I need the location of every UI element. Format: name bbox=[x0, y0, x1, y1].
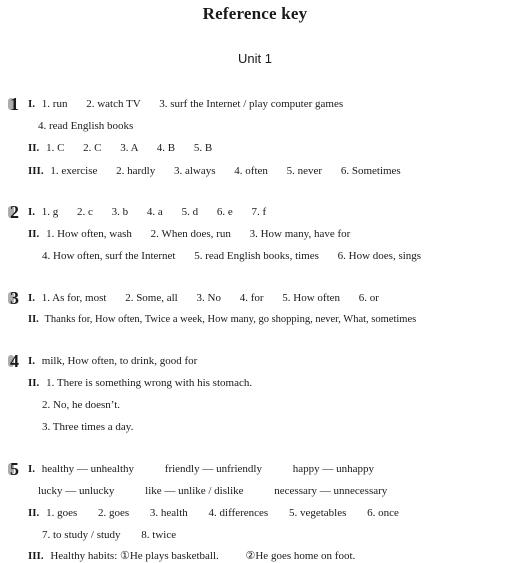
s5-line-1 bbox=[28, 462, 374, 476]
answer-item: 4. How often, surf the Internet bbox=[42, 250, 176, 262]
answer-item: 2. goes bbox=[97, 507, 130, 519]
answer-item: 2. No, he doesn’t. bbox=[42, 399, 121, 411]
answer-item: 1. C bbox=[46, 142, 65, 154]
answer-item: 2. hardly bbox=[116, 165, 156, 177]
s4-line-2 bbox=[28, 376, 252, 390]
answer-item: 1. goes bbox=[46, 507, 78, 519]
answer-item: 5. d bbox=[181, 206, 199, 218]
answer-item: 3. Three times a day. bbox=[42, 421, 134, 433]
answer-item: 2. C bbox=[83, 142, 102, 154]
section-number-2: 2 bbox=[10, 202, 19, 222]
line-label: I. bbox=[28, 463, 36, 475]
answer-item: 2. watch TV bbox=[86, 98, 141, 110]
s5-line-4 bbox=[42, 528, 176, 542]
answer-item: 2. When does, run bbox=[150, 228, 231, 240]
answer-item: 3. always bbox=[173, 165, 216, 177]
answer-item: Healthy habits: ①He plays basketball. bbox=[50, 550, 219, 562]
answer-item: 2. c bbox=[77, 206, 93, 218]
answer-item: 7. to study / study bbox=[42, 529, 121, 541]
s1-line-3 bbox=[28, 141, 212, 155]
line-label: I. bbox=[28, 98, 36, 110]
answer-item: milk, How often, to drink, good for bbox=[41, 355, 198, 367]
answer-item: 1. As for, most bbox=[41, 292, 107, 304]
s1-line-4 bbox=[28, 164, 401, 178]
answer-item: 4. differences bbox=[208, 507, 269, 519]
answer-item: 5. vegetables bbox=[288, 507, 347, 519]
line-label: III. bbox=[28, 165, 44, 177]
answer-item: 1. How often, wash bbox=[46, 228, 132, 240]
answer-item: happy — unhappy bbox=[292, 463, 374, 475]
answer-item: 2. Some, all bbox=[125, 292, 178, 304]
answer-item: 4. a bbox=[146, 206, 163, 218]
answer-item: like — unlike / dislike bbox=[145, 485, 244, 497]
answer-item: 3. No bbox=[196, 292, 221, 304]
s4-line-4 bbox=[42, 420, 133, 434]
answer-item: 3. surf the Internet / play computer games bbox=[159, 98, 344, 110]
answer-item: 6. once bbox=[367, 507, 399, 519]
answer-item: 3. b bbox=[111, 206, 129, 218]
section-number-1: 1 bbox=[10, 94, 19, 114]
s3-line-2 bbox=[28, 313, 416, 327]
s5-line-2 bbox=[38, 484, 387, 498]
answer-item: 1. run bbox=[41, 98, 68, 110]
line-label: II. bbox=[28, 507, 40, 519]
section-number-5: 5 bbox=[10, 459, 19, 479]
s3-line-1 bbox=[28, 291, 379, 305]
answer-item: 3. How many, have for bbox=[249, 228, 351, 240]
unit-heading: Unit 1 bbox=[238, 51, 272, 66]
line-label: I. bbox=[28, 206, 36, 218]
answer-item: lucky — unlucky bbox=[38, 485, 115, 497]
s1-line-2 bbox=[38, 119, 133, 133]
answer-item: 6. How does, sings bbox=[337, 250, 422, 262]
s4-line-1 bbox=[28, 354, 197, 368]
line-label: III. bbox=[28, 550, 44, 562]
answer-item: 3. A bbox=[120, 142, 138, 154]
s4-line-3 bbox=[42, 398, 120, 412]
answer-item: 6. or bbox=[358, 292, 379, 304]
line-label: I. bbox=[28, 355, 36, 367]
line-label: II. bbox=[28, 142, 40, 154]
s1-line-1 bbox=[28, 97, 343, 111]
answer-item: necessary — unnecessary bbox=[274, 485, 388, 497]
answer-item: 5. never bbox=[286, 165, 323, 177]
answer-item: ②He goes home on foot. bbox=[245, 550, 356, 562]
line-label: I. bbox=[28, 292, 36, 304]
answer-item: 8. twice bbox=[141, 529, 177, 541]
answer-item: 3. health bbox=[149, 507, 188, 519]
answer-item: 4. read English books bbox=[38, 120, 134, 132]
section-number-4: 4 bbox=[10, 351, 19, 371]
answer-item: 4. often bbox=[234, 165, 268, 177]
s5-line-3 bbox=[28, 506, 399, 520]
line-label: II. bbox=[28, 377, 40, 389]
answer-item: 5. read English books, times bbox=[194, 250, 319, 262]
answer-item: 6. e bbox=[216, 206, 233, 218]
page-title: Reference key bbox=[202, 4, 308, 23]
answer-item: 6. Sometimes bbox=[340, 165, 401, 177]
answer-item: 5. B bbox=[193, 142, 213, 154]
answer-item: 1. There is something wrong with his stomach. bbox=[46, 377, 253, 389]
s2-line-3 bbox=[42, 249, 421, 263]
line-label: II. bbox=[28, 314, 39, 325]
s2-line-2 bbox=[28, 227, 350, 241]
answer-item: 1. g bbox=[41, 206, 59, 218]
answer-item: healthy — unhealthy bbox=[41, 463, 135, 475]
answer-item: 1. exercise bbox=[50, 165, 98, 177]
answer-item: 4. B bbox=[156, 142, 176, 154]
answer-item: friendly — unfriendly bbox=[164, 463, 262, 475]
answer-item: 7. f bbox=[251, 206, 267, 218]
answer-item: 5. How often bbox=[282, 292, 341, 304]
answer-item: Thanks for, How often, Twice a week, How many, go shopping, never, What, sometimes bbox=[44, 314, 417, 325]
line-label: II. bbox=[28, 228, 40, 240]
section-number-3: 3 bbox=[10, 288, 19, 308]
answer-item: 4. for bbox=[239, 292, 264, 304]
s2-line-1 bbox=[28, 205, 266, 219]
